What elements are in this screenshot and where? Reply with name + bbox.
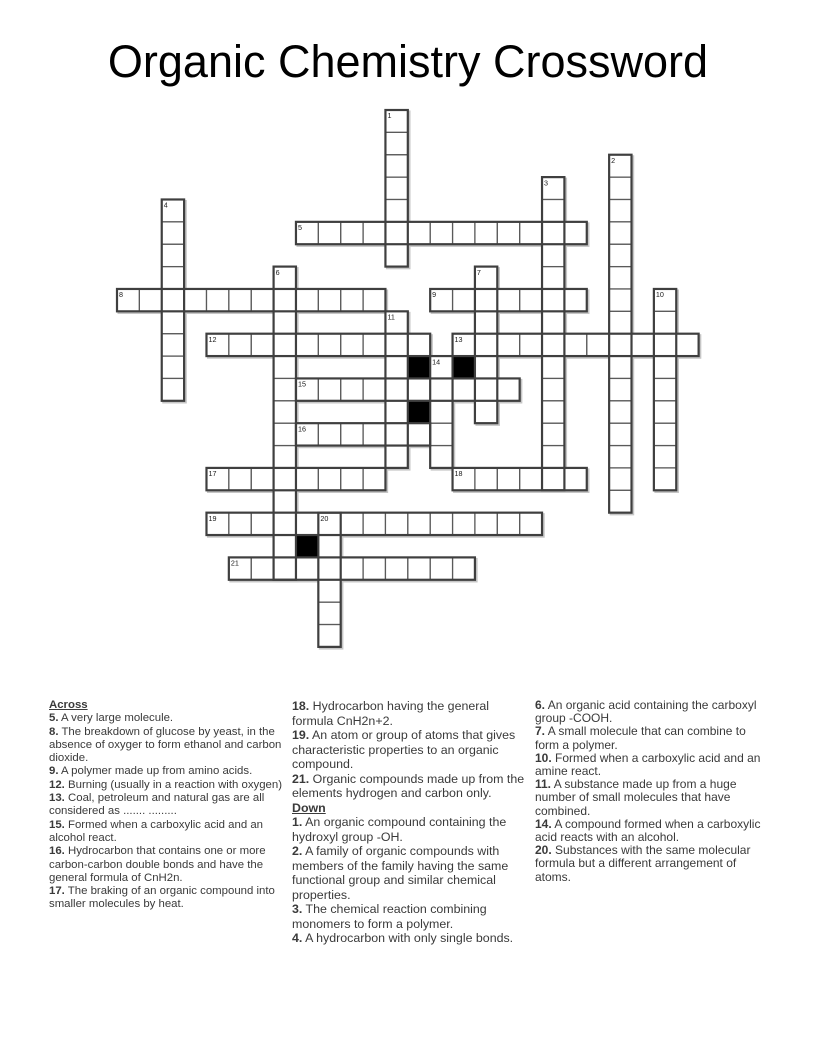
- clue-item-11: [535, 778, 767, 818]
- clue-number: 3.: [292, 902, 303, 916]
- cell-number-13: 13: [454, 334, 463, 344]
- cell-number-11: 11: [387, 312, 395, 322]
- clue-number: 1.: [292, 815, 303, 829]
- clue-item-7: [535, 725, 767, 751]
- clue-item-13: [49, 792, 287, 819]
- cell-number-14: 14: [432, 357, 441, 367]
- clue-number: 11.: [535, 777, 552, 792]
- clue-number: 16.: [49, 845, 65, 858]
- cell-number-8: 8: [119, 290, 123, 300]
- cell-number-3: 3: [544, 178, 549, 188]
- cell-number-10: 10: [655, 290, 664, 300]
- clue-text: An organic acid containing the carboxyl group -COOH.: [535, 698, 757, 726]
- cell-number-7: 7: [476, 267, 481, 277]
- cell-number-12: 12: [208, 334, 217, 344]
- clue-item-2: [292, 844, 530, 902]
- clue-item-6: [535, 699, 767, 725]
- clue-text: A small molecule that can combine to form a polymer.: [535, 724, 746, 752]
- clue-column-3: [535, 699, 767, 884]
- clue-text: A polymer made up from amino acids.: [58, 765, 253, 778]
- clue-text: A hydrocarbon with only single bonds.: [302, 931, 514, 945]
- clue-text: A very large molecule.: [58, 712, 174, 725]
- clue-number: 14.: [535, 816, 552, 831]
- clue-number: 8.: [49, 725, 59, 738]
- cell-number-1: 1: [387, 111, 392, 121]
- clue-item-18: [292, 699, 530, 728]
- across-clue-list: [49, 712, 287, 911]
- clue-item-9: [49, 765, 287, 778]
- clue-number: 15.: [49, 818, 65, 831]
- clue-item-21: [292, 772, 530, 801]
- clue-item-3: [292, 902, 530, 931]
- crossword-title: Organic Chemistry Crossword: [107, 36, 709, 87]
- clue-item-20: [535, 844, 767, 884]
- clue-item-19: [292, 728, 530, 772]
- clue-number: 13.: [49, 792, 65, 805]
- clue-text: Hydrocarbon that contains one or more carbon-carbon double bonds and have the general formula of CnH2n.: [49, 845, 266, 884]
- clue-item-8: [49, 726, 287, 766]
- clue-number: 18.: [292, 699, 310, 713]
- cell-number-21: 21: [230, 558, 239, 568]
- cell-number-16: 16: [297, 424, 306, 434]
- clue-text: Formed when a carboxylic acid and an alcohol react.: [49, 818, 264, 844]
- clue-number: 4.: [292, 931, 303, 945]
- clue-number: 20.: [535, 843, 552, 858]
- clue-text: A compound formed when a carboxylic acid reacts with an alcohol.: [535, 816, 761, 845]
- cell-number-9: 9: [432, 290, 437, 300]
- cell-number-4: 4: [163, 200, 168, 210]
- clue-number: 19.: [292, 728, 310, 742]
- clue-text: A substance made up from a huge number of small molecules that have combined.: [535, 777, 737, 818]
- clue-text: Organic compounds made up from the elements hydrogen and carbon only.: [292, 771, 525, 800]
- clue-text: Coal, petroleum and natural gas are all considered as ....... .........: [49, 792, 265, 818]
- clue-number: 6.: [535, 698, 546, 712]
- clue-column-2: [292, 699, 530, 946]
- cell-number-5: 5: [297, 223, 302, 233]
- clue-text: Substances with the same molecular formula but a different arrangement of atoms.: [535, 843, 751, 884]
- clue-number: 17.: [49, 885, 65, 898]
- cell-number-2: 2: [611, 155, 616, 165]
- clue-text: An atom or group of atoms that gives characteristic properties to an organic compound.: [292, 728, 516, 771]
- clue-text: The breakdown of glucose by yeast, in the absence of oxyger to form ethanol and carbon dioxide.: [49, 725, 282, 765]
- clue-text: A family of organic compounds with members of the family having the same functional group and similar chemical properties.: [292, 844, 509, 902]
- clue-number: 9.: [49, 765, 59, 778]
- clue-number: 12.: [49, 778, 65, 791]
- cell-number-19: 19: [208, 513, 217, 523]
- cell-number-15: 15: [297, 379, 306, 389]
- cell-number-18: 18: [454, 469, 463, 479]
- clue-item-14: [535, 818, 767, 844]
- clue-item-4: [292, 931, 530, 946]
- clue-number: 7.: [535, 724, 546, 739]
- clue-number: 10.: [535, 750, 552, 765]
- clue-item-16: [49, 845, 287, 885]
- clue-text: An organic compound containing the hydroxyl group -OH.: [292, 815, 507, 844]
- clue-text: Burning (usually in a reaction with oxygen): [64, 778, 283, 791]
- clue-text: Formed when a carboxylic acid and an amine react.: [535, 750, 761, 779]
- clue-text: The braking of an organic compound into smaller molecules by heat.: [49, 885, 275, 911]
- clue-item-15: [49, 819, 287, 846]
- clue-number: 21.: [292, 771, 310, 786]
- across-clue-list-continued: [292, 699, 530, 801]
- clue-number: 5.: [49, 712, 59, 725]
- down-heading: Down: [292, 800, 326, 815]
- clue-column-1: [49, 699, 287, 912]
- across-heading: Across: [49, 699, 88, 711]
- cell-number-6: 6: [275, 267, 280, 277]
- clue-item-12: [49, 779, 287, 792]
- clue-number: 2.: [292, 844, 303, 858]
- cell-number-20: 20: [320, 513, 329, 523]
- cell-number-17: 17: [208, 469, 217, 479]
- clue-item-17: [49, 885, 287, 912]
- down-clue-list-continued: [535, 699, 767, 884]
- clue-item-1: [292, 815, 530, 844]
- clue-item-10: [535, 752, 767, 778]
- clue-item-5: [49, 712, 287, 725]
- clue-text: The chemical reaction combining monomers to form a polymer.: [292, 902, 487, 931]
- down-clue-list: [292, 815, 530, 946]
- clue-text: Hydrocarbon having the general formula CnH2n+2.: [292, 699, 490, 728]
